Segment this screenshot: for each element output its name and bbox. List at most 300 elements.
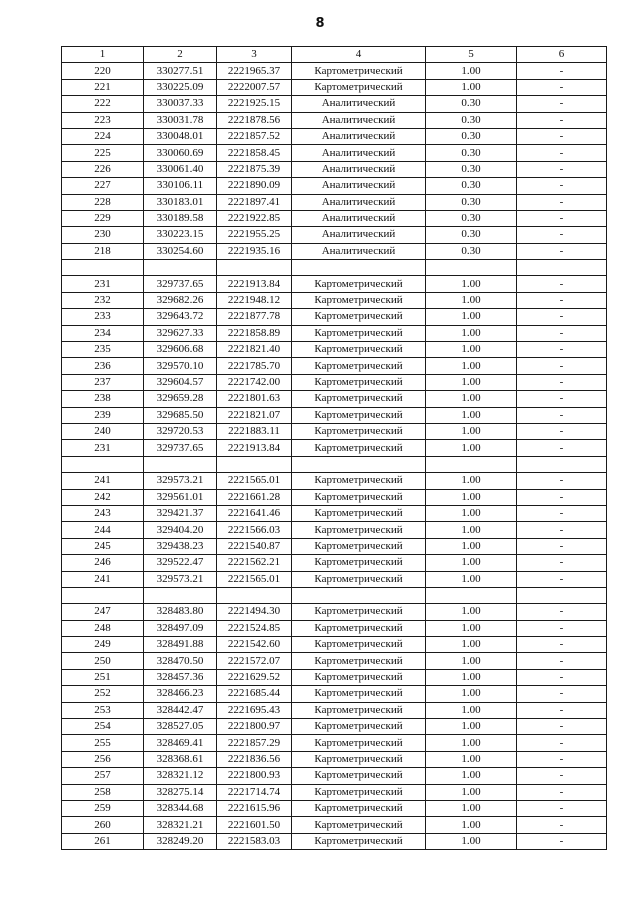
description-cell: - [517,112,607,128]
description-cell: - [517,210,607,226]
accuracy-cell [426,587,517,603]
x-coordinate-cell [144,260,217,276]
description-cell: - [517,686,607,702]
y-coordinate-cell: 2221913.84 [217,276,292,292]
accuracy-cell: 1.00 [426,505,517,521]
table-row [62,735,607,751]
point-number-cell: 261 [62,833,144,849]
description-cell: - [517,194,607,210]
point-number-cell: 221 [62,79,144,95]
x-coordinate-cell: 330225.09 [144,79,217,95]
x-coordinate-cell: 330106.11 [144,178,217,194]
accuracy-cell: 1.00 [426,79,517,95]
table-row [62,473,607,489]
accuracy-cell: 1.00 [426,719,517,735]
x-coordinate-cell: 328275.14 [144,784,217,800]
description-cell: - [517,178,607,194]
description-cell: - [517,817,607,833]
accuracy-cell: 1.00 [426,800,517,816]
x-coordinate-cell: 329573.21 [144,571,217,587]
method-cell: Картометрический [292,325,426,341]
table-row [62,604,607,620]
table-row [62,194,607,210]
table-row [62,145,607,161]
y-coordinate-cell: 2221566.03 [217,522,292,538]
table-row [62,719,607,735]
accuracy-cell: 1.00 [426,637,517,653]
y-coordinate-cell: 2221785.70 [217,358,292,374]
accuracy-cell: 1.00 [426,784,517,800]
accuracy-cell: 1.00 [426,604,517,620]
table-row [62,440,607,456]
table-row [62,505,607,521]
y-coordinate-cell: 2221742.00 [217,374,292,390]
x-coordinate-cell [144,456,217,472]
table-header [62,47,607,63]
table-row [62,260,607,276]
y-coordinate-cell: 2221565.01 [217,473,292,489]
accuracy-cell: 1.00 [426,276,517,292]
method-cell: Аналитический [292,112,426,128]
point-number-cell: 260 [62,817,144,833]
table-row [62,587,607,603]
y-coordinate-cell: 2221601.50 [217,817,292,833]
table-row [62,210,607,226]
point-number-cell: 223 [62,112,144,128]
method-cell [292,260,426,276]
method-cell [292,587,426,603]
table-row [62,128,607,144]
page-number: 8 [315,16,325,31]
accuracy-cell: 1.00 [426,571,517,587]
method-cell: Картометрический [292,817,426,833]
method-cell: Картометрический [292,653,426,669]
x-coordinate-cell: 330223.15 [144,227,217,243]
y-coordinate-cell: 2221857.29 [217,735,292,751]
description-cell: - [517,702,607,718]
table-row [62,227,607,243]
accuracy-cell: 1.00 [426,735,517,751]
y-coordinate-cell: 2221877.78 [217,309,292,325]
column-header-4: 4 [292,47,426,63]
accuracy-cell: 0.30 [426,112,517,128]
x-coordinate-cell: 329682.26 [144,292,217,308]
method-cell: Картометрический [292,309,426,325]
y-coordinate-cell [217,456,292,472]
point-number-cell: 246 [62,555,144,571]
description-cell: - [517,719,607,735]
accuracy-cell: 1.00 [426,407,517,423]
x-coordinate-cell: 329627.33 [144,325,217,341]
y-coordinate-cell: 2221629.52 [217,669,292,685]
description-cell: - [517,522,607,538]
table-row [62,407,607,423]
x-coordinate-cell: 328249.20 [144,833,217,849]
description-cell: - [517,653,607,669]
method-cell: Картометрический [292,800,426,816]
table-row [62,178,607,194]
method-cell: Картометрический [292,63,426,79]
point-number-cell: 235 [62,342,144,358]
method-cell: Аналитический [292,128,426,144]
x-coordinate-cell: 328491.88 [144,637,217,653]
y-coordinate-cell: 2221800.97 [217,719,292,735]
point-number-cell: 231 [62,276,144,292]
description-cell: - [517,768,607,784]
table-row [62,243,607,259]
table-row [62,489,607,505]
x-coordinate-cell: 328527.05 [144,719,217,735]
method-cell: Картометрический [292,833,426,849]
accuracy-cell: 1.00 [426,768,517,784]
point-number-cell: 243 [62,505,144,521]
method-cell: Картометрический [292,440,426,456]
description-cell: - [517,128,607,144]
point-number-cell: 256 [62,751,144,767]
method-cell: Картометрический [292,751,426,767]
y-coordinate-cell: 2221542.60 [217,637,292,653]
x-coordinate-cell: 328470.50 [144,653,217,669]
point-number-cell: 228 [62,194,144,210]
y-coordinate-cell: 2221801.63 [217,391,292,407]
accuracy-cell: 1.00 [426,489,517,505]
x-coordinate-cell: 328442.47 [144,702,217,718]
x-coordinate-cell: 328466.23 [144,686,217,702]
description-cell: - [517,637,607,653]
y-coordinate-cell: 2221913.84 [217,440,292,456]
accuracy-cell: 0.30 [426,145,517,161]
accuracy-cell: 1.00 [426,669,517,685]
column-header-3: 3 [217,47,292,63]
y-coordinate-cell: 2221821.07 [217,407,292,423]
table-row [62,325,607,341]
description-cell: - [517,489,607,505]
description-cell: - [517,604,607,620]
table-row [62,423,607,439]
accuracy-cell: 0.30 [426,227,517,243]
description-cell [517,456,607,472]
description-cell: - [517,555,607,571]
accuracy-cell: 1.00 [426,522,517,538]
accuracy-cell: 0.30 [426,194,517,210]
accuracy-cell: 1.00 [426,374,517,390]
table-row [62,456,607,472]
x-coordinate-cell: 329720.53 [144,423,217,439]
table-row [62,620,607,636]
x-coordinate-cell: 329606.68 [144,342,217,358]
point-number-cell: 254 [62,719,144,735]
point-number-cell: 253 [62,702,144,718]
description-cell: - [517,325,607,341]
point-number-cell: 240 [62,423,144,439]
y-coordinate-cell: 2221878.56 [217,112,292,128]
point-number-cell: 255 [62,735,144,751]
accuracy-cell: 1.00 [426,358,517,374]
table-row [62,96,607,112]
x-coordinate-cell: 329737.65 [144,276,217,292]
x-coordinate-cell: 329522.47 [144,555,217,571]
point-number-cell: 238 [62,391,144,407]
method-cell: Картометрический [292,292,426,308]
x-coordinate-cell [144,587,217,603]
table-row [62,112,607,128]
x-coordinate-cell: 330189.58 [144,210,217,226]
method-cell: Картометрический [292,735,426,751]
description-cell: - [517,669,607,685]
x-coordinate-cell: 329685.50 [144,407,217,423]
method-cell: Картометрический [292,489,426,505]
point-number-cell: 242 [62,489,144,505]
y-coordinate-cell: 2221565.01 [217,571,292,587]
y-coordinate-cell: 2221875.39 [217,161,292,177]
accuracy-cell: 0.30 [426,178,517,194]
method-cell: Картометрический [292,407,426,423]
accuracy-cell: 0.30 [426,161,517,177]
point-number-cell: 244 [62,522,144,538]
x-coordinate-cell: 329421.37 [144,505,217,521]
accuracy-cell: 1.00 [426,653,517,669]
y-coordinate-cell: 2221524.85 [217,620,292,636]
y-coordinate-cell: 2221685.44 [217,686,292,702]
x-coordinate-cell: 329570.10 [144,358,217,374]
x-coordinate-cell: 328469.41 [144,735,217,751]
method-cell: Картометрический [292,374,426,390]
table-row [62,800,607,816]
accuracy-cell: 1.00 [426,751,517,767]
description-cell: - [517,227,607,243]
y-coordinate-cell: 2221858.45 [217,145,292,161]
x-coordinate-cell: 328457.36 [144,669,217,685]
table-row [62,161,607,177]
method-cell: Картометрический [292,702,426,718]
method-cell: Аналитический [292,96,426,112]
table-row [62,784,607,800]
coordinates-table [61,46,607,850]
column-header-2: 2 [144,47,217,63]
point-number-cell: 251 [62,669,144,685]
table-row [62,686,607,702]
y-coordinate-cell: 2221540.87 [217,538,292,554]
table-row [62,309,607,325]
x-coordinate-cell: 330060.69 [144,145,217,161]
accuracy-cell: 1.00 [426,342,517,358]
description-cell: - [517,833,607,849]
description-cell: - [517,407,607,423]
description-cell: - [517,751,607,767]
description-cell: - [517,63,607,79]
y-coordinate-cell: 2221836.56 [217,751,292,767]
accuracy-cell: 1.00 [426,391,517,407]
point-number-cell: 232 [62,292,144,308]
accuracy-cell: 1.00 [426,620,517,636]
method-cell: Картометрический [292,505,426,521]
x-coordinate-cell: 328344.68 [144,800,217,816]
description-cell: - [517,374,607,390]
table-row [62,79,607,95]
point-number-cell: 230 [62,227,144,243]
x-coordinate-cell: 330277.51 [144,63,217,79]
method-cell [292,456,426,472]
y-coordinate-cell: 2221695.43 [217,702,292,718]
x-coordinate-cell: 330183.01 [144,194,217,210]
accuracy-cell: 1.00 [426,423,517,439]
table-body [62,63,607,850]
method-cell: Картометрический [292,719,426,735]
y-coordinate-cell: 2221883.11 [217,423,292,439]
y-coordinate-cell: 2221955.25 [217,227,292,243]
accuracy-cell: 1.00 [426,538,517,554]
description-cell: - [517,79,607,95]
method-cell: Картометрический [292,686,426,702]
table-row [62,653,607,669]
table-row [62,276,607,292]
description-cell: - [517,292,607,308]
x-coordinate-cell: 329404.20 [144,522,217,538]
method-cell: Аналитический [292,161,426,177]
description-cell: - [517,735,607,751]
accuracy-cell: 1.00 [426,686,517,702]
x-coordinate-cell: 330048.01 [144,128,217,144]
method-cell: Аналитический [292,194,426,210]
table-row [62,342,607,358]
description-cell: - [517,161,607,177]
method-cell: Картометрический [292,276,426,292]
x-coordinate-cell: 328483.80 [144,604,217,620]
description-cell [517,260,607,276]
description-cell: - [517,538,607,554]
x-coordinate-cell: 329561.01 [144,489,217,505]
point-number-cell: 258 [62,784,144,800]
description-cell: - [517,358,607,374]
point-number-cell: 234 [62,325,144,341]
description-cell: - [517,800,607,816]
y-coordinate-cell: 2221965.37 [217,63,292,79]
accuracy-cell: 0.30 [426,210,517,226]
point-number-cell: 250 [62,653,144,669]
point-number-cell: 257 [62,768,144,784]
point-number-cell: 229 [62,210,144,226]
point-number-cell: 220 [62,63,144,79]
description-cell: - [517,473,607,489]
y-coordinate-cell: 2221572.07 [217,653,292,669]
point-number-cell: 247 [62,604,144,620]
point-number-cell: 231 [62,440,144,456]
table-row [62,63,607,79]
table-row [62,374,607,390]
column-header-5: 5 [426,47,517,63]
point-number-cell: 236 [62,358,144,374]
description-cell: - [517,505,607,521]
table-row [62,571,607,587]
accuracy-cell [426,260,517,276]
accuracy-cell: 0.30 [426,96,517,112]
accuracy-cell: 1.00 [426,473,517,489]
method-cell: Картометрический [292,604,426,620]
table-row [62,538,607,554]
accuracy-cell: 0.30 [426,128,517,144]
x-coordinate-cell: 330061.40 [144,161,217,177]
point-number-cell: 249 [62,637,144,653]
point-number-cell: 241 [62,571,144,587]
point-number-cell: 252 [62,686,144,702]
description-cell: - [517,243,607,259]
description-cell: - [517,620,607,636]
y-coordinate-cell: 2221922.85 [217,210,292,226]
y-coordinate-cell: 2221897.41 [217,194,292,210]
y-coordinate-cell: 2221857.52 [217,128,292,144]
method-cell: Картометрический [292,538,426,554]
method-cell: Картометрический [292,342,426,358]
point-number-cell [62,456,144,472]
table-row [62,702,607,718]
description-cell: - [517,423,607,439]
description-cell: - [517,276,607,292]
column-header-6: 6 [517,47,607,63]
y-coordinate-cell: 2221858.89 [217,325,292,341]
table-row [62,833,607,849]
method-cell: Аналитический [292,210,426,226]
y-coordinate-cell: 2221494.30 [217,604,292,620]
accuracy-cell: 1.00 [426,292,517,308]
description-cell: - [517,145,607,161]
description-cell: - [517,784,607,800]
accuracy-cell: 1.00 [426,555,517,571]
accuracy-cell: 1.00 [426,833,517,849]
table-row [62,669,607,685]
method-cell: Аналитический [292,227,426,243]
x-coordinate-cell: 330254.60 [144,243,217,259]
method-cell: Аналитический [292,178,426,194]
x-coordinate-cell: 330037.33 [144,96,217,112]
method-cell: Картометрический [292,423,426,439]
description-cell: - [517,571,607,587]
y-coordinate-cell: 2221821.40 [217,342,292,358]
point-number-cell: 218 [62,243,144,259]
point-number-cell: 225 [62,145,144,161]
method-cell: Картометрический [292,637,426,653]
x-coordinate-cell: 330031.78 [144,112,217,128]
x-coordinate-cell: 329659.28 [144,391,217,407]
accuracy-cell: 0.30 [426,243,517,259]
accuracy-cell: 1.00 [426,325,517,341]
table-row [62,522,607,538]
accuracy-cell: 1.00 [426,702,517,718]
table-row [62,751,607,767]
point-number-cell: 248 [62,620,144,636]
method-cell: Картометрический [292,358,426,374]
x-coordinate-cell: 328368.61 [144,751,217,767]
method-cell: Картометрический [292,784,426,800]
method-cell: Картометрический [292,768,426,784]
point-number-cell [62,587,144,603]
x-coordinate-cell: 329438.23 [144,538,217,554]
accuracy-cell [426,456,517,472]
method-cell: Картометрический [292,522,426,538]
point-number-cell: 259 [62,800,144,816]
description-cell: - [517,342,607,358]
accuracy-cell: 1.00 [426,817,517,833]
x-coordinate-cell: 328321.12 [144,768,217,784]
point-number-cell [62,260,144,276]
table-row [62,817,607,833]
table-row [62,391,607,407]
table-row [62,637,607,653]
method-cell: Картометрический [292,473,426,489]
method-cell: Картометрический [292,391,426,407]
y-coordinate-cell: 2221890.09 [217,178,292,194]
method-cell: Аналитический [292,145,426,161]
y-coordinate-cell: 2221935.16 [217,243,292,259]
